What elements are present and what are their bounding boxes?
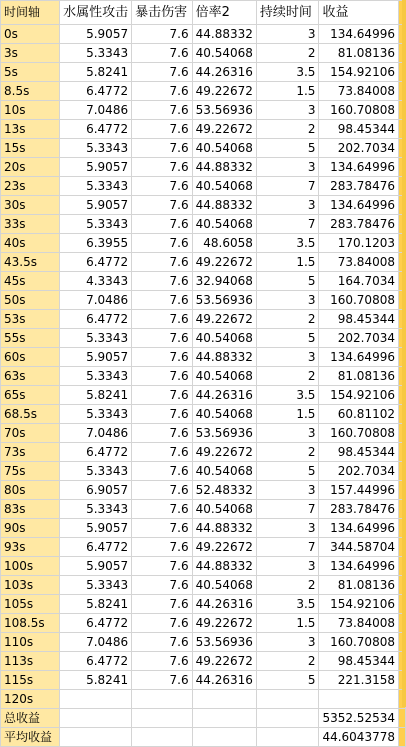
table-row <box>1 690 406 709</box>
cell-time[interactable]: 110s <box>1 633 60 652</box>
cell-time[interactable]: 10s <box>1 101 60 120</box>
cell-crit-damage[interactable]: 7.6 <box>132 310 193 329</box>
cell-crit-damage[interactable]: 7.6 <box>132 500 193 519</box>
cell-gain[interactable]: 154.92106 <box>319 595 399 614</box>
cell-water-attack[interactable]: 5.3343 <box>60 44 132 63</box>
cell-crit-damage[interactable]: 7.6 <box>132 63 193 82</box>
cell-duration[interactable]: 3 <box>256 348 319 367</box>
cell-duration[interactable]: 3.5 <box>256 234 319 253</box>
cell-crit-damage[interactable]: 7.6 <box>132 386 193 405</box>
cell-gain[interactable]: 98.45344 <box>319 120 399 139</box>
cell-crit-damage[interactable] <box>132 690 193 709</box>
table-row <box>1 443 406 462</box>
cell-water-attack[interactable]: 5.3343 <box>60 329 132 348</box>
cell-water-attack[interactable]: 6.3955 <box>60 234 132 253</box>
cell-time[interactable]: 60s <box>1 348 60 367</box>
cell-multiplier[interactable]: 53.56936 <box>192 424 256 443</box>
cell-time[interactable]: 5s <box>1 63 60 82</box>
cell-water-attack[interactable]: 5.9057 <box>60 557 132 576</box>
cell-crit-damage[interactable]: 7.6 <box>132 462 193 481</box>
cell-water-attack[interactable]: 5.3343 <box>60 139 132 158</box>
cell-time[interactable]: 平均收益 <box>1 728 60 747</box>
cell-multiplier[interactable]: 49.22672 <box>192 82 256 101</box>
cell-gain[interactable]: 160.70808 <box>319 291 399 310</box>
cell-crit-damage[interactable]: 7.6 <box>132 291 193 310</box>
cell-duration[interactable] <box>256 728 319 747</box>
cell-water-attack[interactable]: 7.0486 <box>60 101 132 120</box>
cell-water-attack[interactable]: 7.0486 <box>60 424 132 443</box>
cell-duration[interactable]: 2 <box>256 310 319 329</box>
cell-duration[interactable]: 持续时间 <box>256 1 319 25</box>
cell-crit-damage[interactable]: 7.6 <box>132 557 193 576</box>
table-row <box>1 253 406 272</box>
cell-crit-damage[interactable]: 7.6 <box>132 595 193 614</box>
cell-water-attack[interactable]: 水属性攻击 <box>60 1 132 25</box>
cell-water-attack[interactable]: 5.3343 <box>60 405 132 424</box>
cell-crit-damage[interactable]: 7.6 <box>132 614 193 633</box>
cell-gain[interactable]: 134.64996 <box>319 158 399 177</box>
table-row <box>1 500 406 519</box>
cell-multiplier[interactable]: 49.22672 <box>192 120 256 139</box>
cell-gain[interactable]: 157.44996 <box>319 481 399 500</box>
cell-water-attack[interactable]: 5.8241 <box>60 671 132 690</box>
cell-multiplier[interactable] <box>192 709 256 728</box>
cell-multiplier[interactable]: 53.56936 <box>192 633 256 652</box>
cell-multiplier[interactable]: 49.22672 <box>192 614 256 633</box>
cell-time[interactable]: 93s <box>1 538 60 557</box>
selection-edge <box>402 0 406 707</box>
cell-crit-damage[interactable] <box>132 728 193 747</box>
table-row <box>1 177 406 196</box>
cell-time[interactable]: 33s <box>1 215 60 234</box>
cell-gain[interactable]: 收益 <box>319 1 399 25</box>
cell-gain[interactable]: 134.64996 <box>319 557 399 576</box>
table-row <box>1 101 406 120</box>
cell-multiplier[interactable]: 44.88332 <box>192 25 256 44</box>
cell-gain[interactable]: 60.81102 <box>319 405 399 424</box>
cell-crit-damage[interactable]: 7.6 <box>132 101 193 120</box>
cell-multiplier[interactable]: 44.26316 <box>192 671 256 690</box>
cell-multiplier[interactable]: 49.22672 <box>192 443 256 462</box>
cell-duration[interactable]: 3 <box>256 557 319 576</box>
cell-duration[interactable]: 1.5 <box>256 253 319 272</box>
table-row <box>1 310 406 329</box>
cell-gain[interactable]: 81.08136 <box>319 44 399 63</box>
cell-crit-damage[interactable]: 7.6 <box>132 576 193 595</box>
cell-multiplier[interactable]: 52.48332 <box>192 481 256 500</box>
cell-water-attack[interactable]: 5.9057 <box>60 25 132 44</box>
cell-duration[interactable]: 3 <box>256 25 319 44</box>
cell-water-attack[interactable]: 6.4772 <box>60 310 132 329</box>
cell-water-attack[interactable]: 6.9057 <box>60 481 132 500</box>
cell-time[interactable]: 3s <box>1 44 60 63</box>
cell-gain[interactable]: 81.08136 <box>319 576 399 595</box>
cell-crit-damage[interactable]: 7.6 <box>132 329 193 348</box>
cell-gain[interactable]: 154.92106 <box>319 386 399 405</box>
cell-duration[interactable]: 5 <box>256 671 319 690</box>
cell-crit-damage[interactable]: 7.6 <box>132 405 193 424</box>
cell-gain[interactable]: 283.78476 <box>319 177 399 196</box>
cell-multiplier[interactable] <box>192 690 256 709</box>
cell-duration[interactable]: 3.5 <box>256 63 319 82</box>
table-row <box>1 82 406 101</box>
cell-multiplier[interactable]: 48.6058 <box>192 234 256 253</box>
cell-multiplier[interactable]: 53.56936 <box>192 291 256 310</box>
cell-duration[interactable]: 3 <box>256 633 319 652</box>
cell-duration[interactable]: 3 <box>256 424 319 443</box>
cell-gain[interactable]: 160.70808 <box>319 424 399 443</box>
cell-crit-damage[interactable]: 7.6 <box>132 443 193 462</box>
cell-duration[interactable]: 2 <box>256 443 319 462</box>
cell-multiplier[interactable]: 40.54068 <box>192 215 256 234</box>
cell-multiplier[interactable]: 44.26316 <box>192 63 256 82</box>
cell-multiplier[interactable]: 40.54068 <box>192 576 256 595</box>
total-row <box>1 709 406 728</box>
cell-duration[interactable]: 7 <box>256 215 319 234</box>
cell-time[interactable]: 108.5s <box>1 614 60 633</box>
cell-time[interactable]: 43.5s <box>1 253 60 272</box>
cell-gain[interactable]: 221.3158 <box>319 671 399 690</box>
cell-water-attack[interactable]: 5.3343 <box>60 367 132 386</box>
total-row <box>1 728 406 747</box>
cell-time[interactable]: 15s <box>1 139 60 158</box>
cell-time[interactable]: 100s <box>1 557 60 576</box>
cell-duration[interactable]: 5 <box>256 329 319 348</box>
cell-multiplier[interactable]: 49.22672 <box>192 652 256 671</box>
table-row <box>1 519 406 538</box>
cell-time[interactable]: 8.5s <box>1 82 60 101</box>
cell-water-attack[interactable] <box>60 709 132 728</box>
cell-water-attack[interactable]: 5.8241 <box>60 386 132 405</box>
cell-duration[interactable]: 1.5 <box>256 82 319 101</box>
cell-time[interactable]: 80s <box>1 481 60 500</box>
cell-water-attack[interactable]: 7.0486 <box>60 633 132 652</box>
cell-water-attack[interactable]: 5.9057 <box>60 348 132 367</box>
cell-duration[interactable]: 2 <box>256 652 319 671</box>
cell-multiplier[interactable]: 40.54068 <box>192 177 256 196</box>
table-row <box>1 424 406 443</box>
cell-crit-damage[interactable]: 7.6 <box>132 177 193 196</box>
cell-gain[interactable]: 98.45344 <box>319 443 399 462</box>
table-row <box>1 462 406 481</box>
cell-water-attack[interactable] <box>60 728 132 747</box>
cell-crit-damage[interactable]: 7.6 <box>132 367 193 386</box>
cell-gain[interactable]: 283.78476 <box>319 500 399 519</box>
cell-crit-damage[interactable]: 暴击伤害 <box>132 1 193 25</box>
cell-water-attack[interactable]: 6.4772 <box>60 652 132 671</box>
cell-water-attack[interactable]: 6.4772 <box>60 82 132 101</box>
cell-duration[interactable]: 2 <box>256 367 319 386</box>
cell-duration[interactable]: 7 <box>256 500 319 519</box>
cell-duration[interactable]: 3 <box>256 519 319 538</box>
cell-crit-damage[interactable]: 7.6 <box>132 215 193 234</box>
cell-multiplier[interactable]: 49.22672 <box>192 538 256 557</box>
cell-time[interactable]: 0s <box>1 25 60 44</box>
cell-gain[interactable]: 98.45344 <box>319 652 399 671</box>
cell-crit-damage[interactable]: 7.6 <box>132 25 193 44</box>
cell-duration[interactable]: 7 <box>256 177 319 196</box>
cell-gain[interactable] <box>319 690 399 709</box>
cell-multiplier[interactable]: 53.56936 <box>192 101 256 120</box>
cell-duration[interactable]: 3 <box>256 101 319 120</box>
table-row <box>1 196 406 215</box>
table-row <box>1 158 406 177</box>
cell-crit-damage[interactable]: 7.6 <box>132 652 193 671</box>
cell-gain[interactable]: 73.84008 <box>319 614 399 633</box>
cell-multiplier[interactable]: 49.22672 <box>192 253 256 272</box>
cell-time[interactable]: 20s <box>1 158 60 177</box>
table-row <box>1 367 406 386</box>
cell-crit-damage[interactable] <box>132 709 193 728</box>
cell-water-attack[interactable]: 6.4772 <box>60 443 132 462</box>
cell-crit-damage[interactable]: 7.6 <box>132 633 193 652</box>
cell-water-attack[interactable]: 6.4772 <box>60 253 132 272</box>
cell-multiplier[interactable]: 40.54068 <box>192 500 256 519</box>
cell-duration[interactable]: 5 <box>256 139 319 158</box>
cell-crit-damage[interactable]: 7.6 <box>132 253 193 272</box>
table-row <box>1 633 406 652</box>
table-row <box>1 671 406 690</box>
cell-water-attack[interactable]: 5.9057 <box>60 158 132 177</box>
cell-multiplier[interactable]: 40.54068 <box>192 139 256 158</box>
cell-crit-damage[interactable]: 7.6 <box>132 139 193 158</box>
cell-multiplier[interactable]: 44.26316 <box>192 386 256 405</box>
cell-multiplier[interactable]: 40.54068 <box>192 405 256 424</box>
cell-overflow-col[interactable] <box>398 709 405 728</box>
cell-gain[interactable]: 73.84008 <box>319 253 399 272</box>
cell-gain[interactable]: 344.58704 <box>319 538 399 557</box>
cell-water-attack[interactable]: 5.8241 <box>60 63 132 82</box>
cell-duration[interactable] <box>256 709 319 728</box>
cell-duration[interactable]: 2 <box>256 44 319 63</box>
cell-time[interactable]: 总收益 <box>1 709 60 728</box>
cell-water-attack[interactable]: 5.3343 <box>60 576 132 595</box>
cell-gain[interactable]: 160.70808 <box>319 633 399 652</box>
cell-duration[interactable]: 1.5 <box>256 614 319 633</box>
table-row <box>1 44 406 63</box>
cell-time[interactable]: 23s <box>1 177 60 196</box>
cell-multiplier[interactable]: 44.88332 <box>192 348 256 367</box>
table-row <box>1 614 406 633</box>
cell-water-attack[interactable]: 6.4772 <box>60 120 132 139</box>
cell-gain[interactable]: 81.08136 <box>319 367 399 386</box>
cell-time[interactable]: 时间轴 <box>1 1 60 25</box>
cell-duration[interactable] <box>256 690 319 709</box>
cell-water-attack[interactable]: 5.9057 <box>60 519 132 538</box>
cell-gain[interactable]: 73.84008 <box>319 82 399 101</box>
table-row <box>1 329 406 348</box>
cell-time[interactable]: 83s <box>1 500 60 519</box>
cell-water-attack[interactable]: 5.3343 <box>60 500 132 519</box>
table-row <box>1 348 406 367</box>
cell-crit-damage[interactable]: 7.6 <box>132 158 193 177</box>
cell-duration[interactable]: 1.5 <box>256 405 319 424</box>
table-row <box>1 481 406 500</box>
cell-gain[interactable]: 98.45344 <box>319 310 399 329</box>
table-row <box>1 272 406 291</box>
cell-multiplier[interactable]: 40.54068 <box>192 329 256 348</box>
cell-water-attack[interactable]: 6.4772 <box>60 538 132 557</box>
table-row <box>1 291 406 310</box>
cell-gain[interactable]: 283.78476 <box>319 215 399 234</box>
cell-duration[interactable]: 5 <box>256 462 319 481</box>
cell-duration[interactable]: 2 <box>256 120 319 139</box>
cell-multiplier[interactable]: 32.94068 <box>192 272 256 291</box>
cell-time[interactable]: 55s <box>1 329 60 348</box>
cell-gain[interactable]: 134.64996 <box>319 348 399 367</box>
table-row <box>1 557 406 576</box>
cell-time[interactable]: 13s <box>1 120 60 139</box>
cell-time[interactable]: 53s <box>1 310 60 329</box>
cell-water-attack[interactable]: 6.4772 <box>60 614 132 633</box>
table-row <box>1 25 406 44</box>
table-row <box>1 538 406 557</box>
cell-gain[interactable]: 134.64996 <box>319 25 399 44</box>
table-row <box>1 215 406 234</box>
cell-gain[interactable]: 160.70808 <box>319 101 399 120</box>
cell-crit-damage[interactable]: 7.6 <box>132 44 193 63</box>
cell-time[interactable]: 68.5s <box>1 405 60 424</box>
cell-duration[interactable]: 3 <box>256 481 319 500</box>
cell-water-attack[interactable] <box>60 690 132 709</box>
cell-water-attack[interactable]: 5.9057 <box>60 196 132 215</box>
cell-multiplier[interactable]: 49.22672 <box>192 310 256 329</box>
cell-time[interactable]: 113s <box>1 652 60 671</box>
cell-crit-damage[interactable]: 7.6 <box>132 671 193 690</box>
table-row <box>1 139 406 158</box>
cell-gain[interactable]: 202.7034 <box>319 462 399 481</box>
cell-time[interactable]: 30s <box>1 196 60 215</box>
cell-time[interactable]: 45s <box>1 272 60 291</box>
table-row <box>1 120 406 139</box>
cell-time[interactable]: 75s <box>1 462 60 481</box>
cell-crit-damage[interactable]: 7.6 <box>132 538 193 557</box>
cell-time[interactable]: 65s <box>1 386 60 405</box>
cell-duration[interactable]: 3.5 <box>256 595 319 614</box>
cell-time[interactable]: 63s <box>1 367 60 386</box>
cell-duration[interactable]: 2 <box>256 576 319 595</box>
cell-time[interactable]: 73s <box>1 443 60 462</box>
cell-multiplier[interactable]: 44.88332 <box>192 158 256 177</box>
cell-multiplier[interactable]: 44.88332 <box>192 557 256 576</box>
cell-time[interactable]: 115s <box>1 671 60 690</box>
cell-multiplier[interactable]: 倍率2 <box>192 1 256 25</box>
cell-multiplier[interactable] <box>192 728 256 747</box>
cell-time[interactable]: 40s <box>1 234 60 253</box>
cell-time[interactable]: 120s <box>1 690 60 709</box>
cell-gain[interactable]: 202.7034 <box>319 139 399 158</box>
cell-multiplier[interactable]: 40.54068 <box>192 462 256 481</box>
cell-water-attack[interactable]: 5.3343 <box>60 177 132 196</box>
table-row <box>1 386 406 405</box>
cell-gain[interactable]: 202.7034 <box>319 329 399 348</box>
table-row <box>1 652 406 671</box>
cell-crit-damage[interactable]: 7.6 <box>132 272 193 291</box>
cell-crit-damage[interactable]: 7.6 <box>132 196 193 215</box>
cell-duration[interactable]: 3.5 <box>256 386 319 405</box>
table-row <box>1 595 406 614</box>
cell-water-attack[interactable]: 7.0486 <box>60 291 132 310</box>
cell-overflow-col[interactable] <box>398 728 405 747</box>
cell-gain[interactable]: 170.1203 <box>319 234 399 253</box>
cell-gain[interactable]: 5352.52534 <box>319 709 399 728</box>
cell-crit-damage[interactable]: 7.6 <box>132 519 193 538</box>
cell-water-attack[interactable]: 5.8241 <box>60 595 132 614</box>
cell-water-attack[interactable]: 5.3343 <box>60 215 132 234</box>
cell-crit-damage[interactable]: 7.6 <box>132 82 193 101</box>
cell-water-attack[interactable]: 4.3343 <box>60 272 132 291</box>
cell-duration[interactable]: 3 <box>256 196 319 215</box>
cell-time[interactable]: 90s <box>1 519 60 538</box>
cell-crit-damage[interactable]: 7.6 <box>132 348 193 367</box>
table-row <box>1 234 406 253</box>
cell-time[interactable]: 50s <box>1 291 60 310</box>
cell-gain[interactable]: 44.6043778 <box>319 728 399 747</box>
table-row <box>1 576 406 595</box>
cell-crit-damage[interactable]: 7.6 <box>132 481 193 500</box>
table-row <box>1 405 406 424</box>
cell-multiplier[interactable]: 40.54068 <box>192 367 256 386</box>
cell-crit-damage[interactable]: 7.6 <box>132 234 193 253</box>
cell-time[interactable]: 105s <box>1 595 60 614</box>
cell-water-attack[interactable]: 5.3343 <box>60 462 132 481</box>
cell-duration[interactable]: 7 <box>256 538 319 557</box>
cell-duration[interactable]: 3 <box>256 291 319 310</box>
cell-crit-damage[interactable]: 7.6 <box>132 120 193 139</box>
header-row <box>1 1 406 25</box>
cell-multiplier[interactable]: 44.88332 <box>192 519 256 538</box>
table-row <box>1 63 406 82</box>
cell-time[interactable]: 70s <box>1 424 60 443</box>
cell-gain[interactable]: 134.64996 <box>319 519 399 538</box>
cell-gain[interactable]: 164.7034 <box>319 272 399 291</box>
cell-multiplier[interactable]: 40.54068 <box>192 44 256 63</box>
cell-multiplier[interactable]: 44.88332 <box>192 196 256 215</box>
cell-duration[interactable]: 5 <box>256 272 319 291</box>
cell-duration[interactable]: 3 <box>256 158 319 177</box>
cell-multiplier[interactable]: 44.26316 <box>192 595 256 614</box>
cell-gain[interactable]: 154.92106 <box>319 63 399 82</box>
cell-time[interactable]: 103s <box>1 576 60 595</box>
cell-gain[interactable]: 134.64996 <box>319 196 399 215</box>
cell-crit-damage[interactable]: 7.6 <box>132 424 193 443</box>
